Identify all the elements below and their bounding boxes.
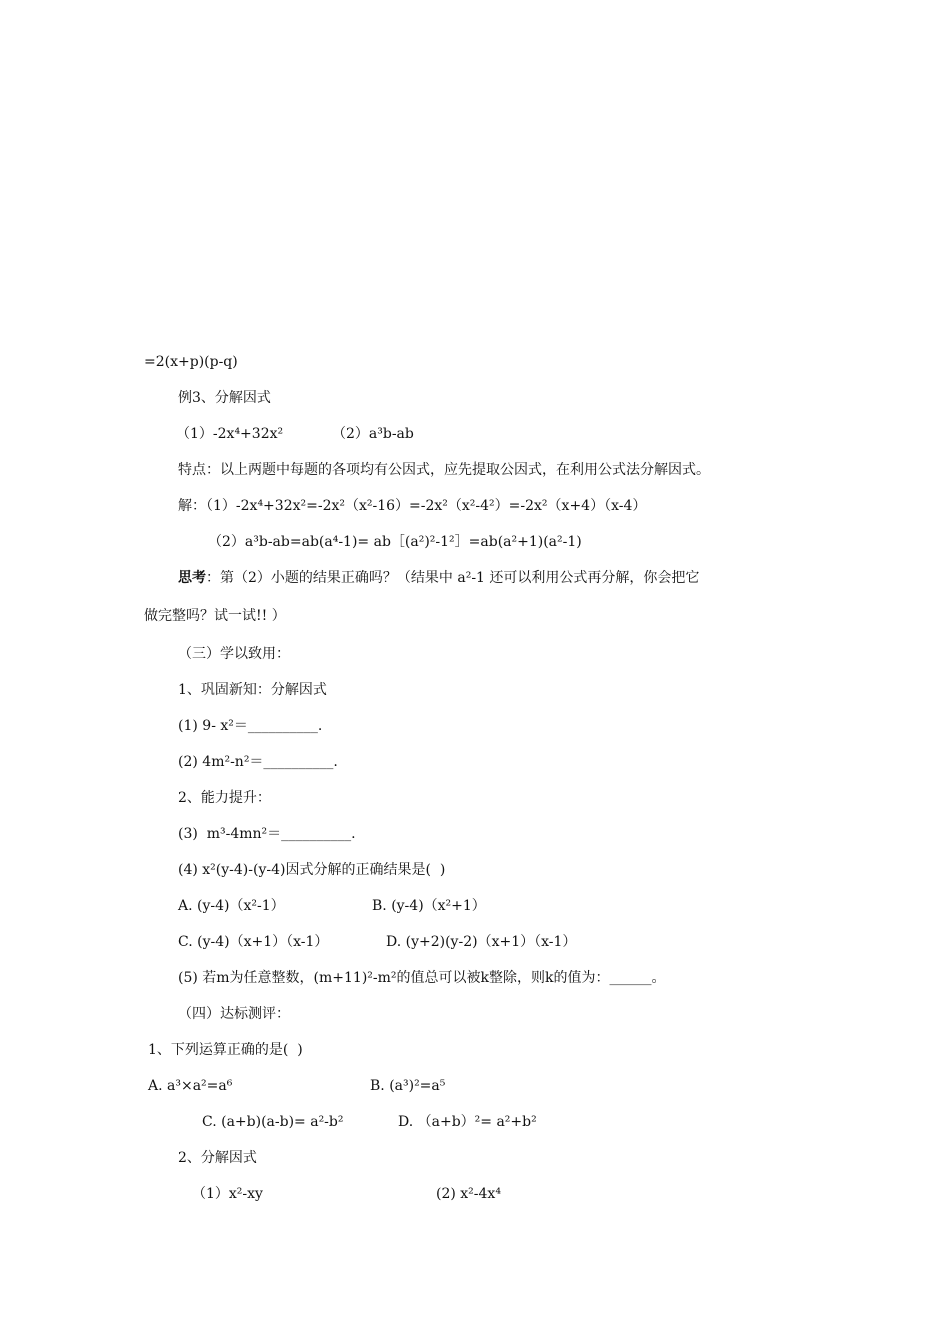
option-c: C. (y-4)（x+1）（x-1）: [178, 934, 329, 950]
think-text: ：第（2）小题的结果正确吗？（结果中 a²-1 还可以利用公式再分解，你会把它: [206, 570, 700, 586]
section-3-heading: （三）学以致用：: [178, 646, 290, 662]
test-1-heading: 1、下列运算正确的是( ): [148, 1042, 303, 1058]
option-d: D. (y+2)(y-2)（x+1）（x-1）: [386, 934, 577, 950]
think-continued: 做完整吗？试一试!! ）: [144, 608, 286, 624]
think-line: [178, 568, 699, 588]
option-b: B. (y-4)（x²+1）: [372, 898, 486, 914]
problem-1: （1）-2x⁴+32x²: [176, 426, 284, 442]
section-4-heading: （四）达标测评：: [178, 1006, 290, 1022]
feature-note: 特点：以上两题中每题的各项均有公因式，应先提取公因式，在利用公式法分解因式。: [178, 462, 710, 478]
solution-1: 解：（1）-2x⁴+32x²=-2x²（x²-16）=-2x²（x²-4²）=-2x²（x+4）（x-4）: [178, 498, 647, 514]
exercise-1-2: (2) 4m²-n²＝__________.: [178, 754, 338, 770]
test-option-d: D. （a+b）²= a²+b²: [398, 1114, 537, 1130]
exercise-2-3: (3) m³-4mn²＝__________.: [178, 826, 356, 842]
exercise-1-1: (1) 9- x²＝__________.: [178, 718, 323, 734]
option-a: A. (y-4)（x²-1）: [178, 898, 285, 914]
test-option-b: B. (a³)²=a⁵: [370, 1078, 446, 1094]
exercise-1-heading: 1、巩固新知：分解因式: [178, 682, 327, 698]
test-2-2: (2) x²-4x⁴: [436, 1186, 501, 1202]
exercise-2-4: (4) x²(y-4)-(y-4)因式分解的正确结果是( ): [178, 862, 446, 878]
think-label: 思考: [178, 570, 206, 586]
example-heading: 例3、分解因式: [178, 390, 271, 406]
text-line: =2(x+p)(p-q): [144, 354, 238, 370]
solution-2: （2）a³b-ab=ab(a⁴-1)= ab［(a²)²-1²］=ab(a²+1)(a²-1): [208, 534, 582, 550]
exercise-2-5: (5) 若m为任意整数，(m+11)²-m²的值总可以被k整除，则k的值为：______。: [178, 970, 666, 986]
test-option-c: C. (a+b)(a-b)= a²-b²: [202, 1114, 344, 1130]
test-2-1: （1）x²-xy: [192, 1186, 263, 1202]
test-2-heading: 2、分解因式: [178, 1150, 257, 1166]
exercise-2-heading: 2、能力提升：: [178, 790, 271, 806]
problem-2: （2）a³b-ab: [332, 426, 414, 442]
test-option-a: A. a³×a²=a⁶: [148, 1078, 233, 1094]
